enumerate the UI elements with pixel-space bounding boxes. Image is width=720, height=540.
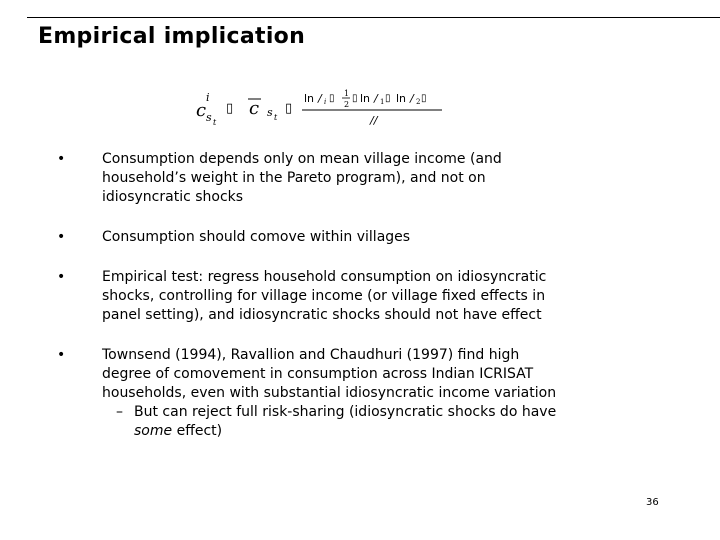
bullet-line: households, even with substantial idiosyncratic income variation [102,385,557,401]
bullet-marker: • [57,229,66,245]
formula-graphic [190,84,452,132]
bullet-marker: • [57,151,66,167]
bullet-item-1 [57,150,657,207]
bullet-line: idiosyncratic shocks [102,189,244,205]
formula-num-ln-1: ln [304,92,315,105]
formula-num-1: 1 [380,98,385,106]
slide-title: Empirical implication [38,24,306,49]
bullet-line: panel setting), and idiosyncratic shocks should not have effect [102,307,542,323]
formula-num-2: 2 [416,98,421,106]
formula-rhs-subsub: t [274,113,278,122]
bullet-line: degree of comovement in consumption across Indian ICRISAT [102,366,534,382]
sub-bullet-item [102,403,657,441]
bullet-marker: • [57,347,66,363]
sub-bullet-line-2 [134,423,222,439]
svg-text://: // [370,114,378,127]
svg-text:/: / [318,92,322,105]
bullet-line: shocks, controlling for village income (or village fixed effects in [102,288,546,304]
bullet-item-3 [57,268,657,325]
formula-box-2: ▯ [285,101,293,116]
formula-num-ln-2: ln [360,92,371,105]
page-number: 36 [646,497,659,508]
formula-rhs-c: c [249,98,260,119]
formula-box-1: ▯ [226,101,234,116]
formula-box-5: ▯ [385,93,391,104]
formula-frac-num: 1 [344,89,350,98]
sub-bullet-marker: – [116,404,123,420]
formula-box-3: ▯ [329,93,335,104]
svg-text:/: / [374,92,378,105]
formula-num-i: i [324,98,327,106]
formula-rhs-sub: s [267,106,273,119]
bullet-line: Empirical test: regress household consumption on idiosyncratic [102,269,547,285]
formula-lhs-c: c [196,100,207,121]
bullet-item-2 [57,228,657,247]
formula [190,84,452,132]
bullet-marker: • [57,269,66,285]
bullet-line: Consumption should comove within villages [102,229,411,245]
formula-box-6: ▯ [421,93,427,104]
formula-box-4: ▯ [352,93,358,104]
emphasis-text: some [134,423,173,439]
top-rule [27,17,720,18]
bullet-list [57,150,657,462]
sub-bullet-line: But can reject full risk-sharing (idiosyncratic shocks do have [134,404,557,420]
formula-lhs-sup: i [206,91,210,104]
svg-text:/: / [410,92,414,105]
formula-lhs-sub: s [206,111,212,124]
sub-bullet-rest: effect) [172,423,223,439]
bullet-line: Consumption depends only on mean village income (and [102,151,502,167]
formula-frac-den: 2 [344,100,350,109]
formula-num-ln-3: ln [396,92,407,105]
bullet-line: Townsend (1994), Ravallion and Chaudhuri (1997) find high [102,347,520,363]
formula-lhs-subsub: t [213,118,217,127]
bullet-line: household’s weight in the Pareto program), and not on [102,170,486,186]
bullet-item-4 [57,346,657,441]
